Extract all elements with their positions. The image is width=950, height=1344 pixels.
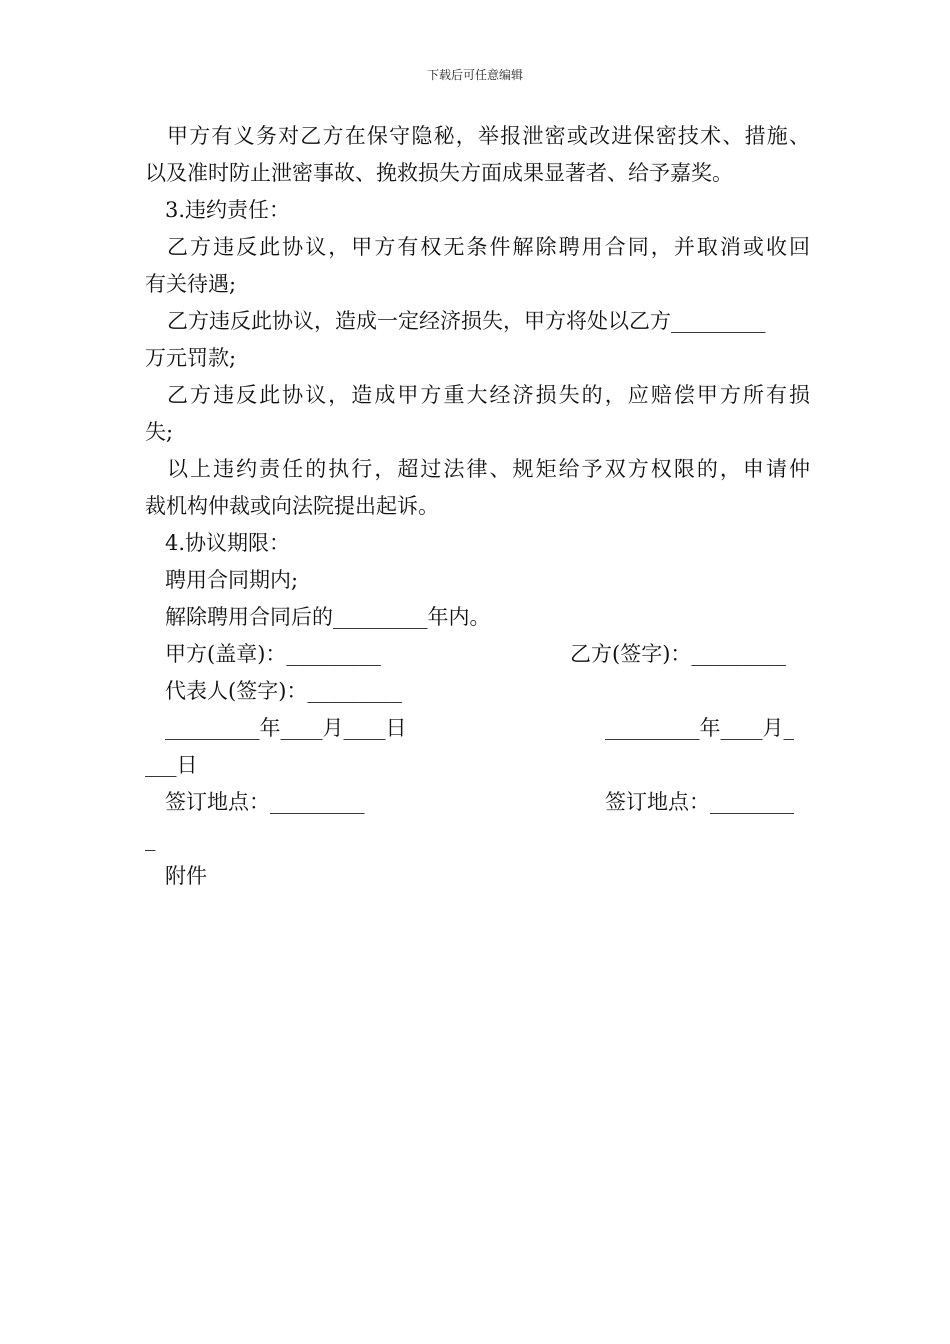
paragraph-3-line-2: 万元罚款;: [145, 346, 237, 370]
party-b-date-field: _________年____月_: [605, 716, 794, 740]
paragraph-2-line-2: 有关待遇;: [145, 272, 237, 296]
term-item-2: 解除聘用合同后的_________年内。: [165, 605, 491, 629]
party-b-place-field: 签订地点：________: [605, 790, 794, 814]
paragraph-1-line-1: 甲方有义务对乙方在保守隐秘，举报泄密或改进保密技术、措施、: [167, 124, 810, 148]
paragraph-5-line-1: 以上违约责任的执行，超过法律、规矩给予双方权限的，申请仲: [167, 457, 810, 481]
page-header-note: 下载后可任意编辑: [426, 68, 523, 82]
attachment-label: 附件: [165, 864, 207, 888]
paragraph-1-line-2: 以及准时防止泄密事故、挽救损失方面成果显著者、给予嘉奖。: [145, 161, 733, 185]
section-heading-breach: 3.违约责任：: [165, 198, 291, 222]
party-b-date-continuation: ___日: [145, 753, 198, 777]
party-a-date-field: _________年____月____日: [165, 716, 407, 740]
paragraph-4-line-1: 乙方违反此协议，造成甲方重大经济损失的，应赔偿甲方所有损: [167, 383, 810, 407]
paragraph-2-line-1: 乙方违反此协议，甲方有权无条件解除聘用合同，并取消或收回: [167, 235, 810, 259]
document-body: [145, 118, 810, 895]
party-a-place-field: 签订地点：_________: [165, 790, 365, 814]
paragraph-4-line-2: 失;: [145, 420, 174, 444]
party-b-place-continuation: _: [145, 827, 156, 851]
representative-sign-field: 代表人(签字)：_________: [165, 679, 402, 703]
signature-row-places: [145, 784, 810, 821]
signature-row-dates: [145, 710, 810, 747]
party-a-seal-field: 甲方(盖章)：_________: [165, 642, 381, 666]
paragraph-3-line-1: 乙方违反此协议，造成一定经济损失，甲方将处以乙方_________: [167, 309, 766, 333]
signature-row-parties: [145, 636, 810, 673]
party-b-sign-field: 乙方(签字)：_________: [570, 642, 786, 666]
term-item-1: 聘用合同期内;: [165, 568, 299, 592]
section-heading-term: 4.协议期限：: [165, 531, 291, 555]
paragraph-5-line-2: 裁机构仲裁或向法院提出起诉。: [145, 494, 439, 518]
